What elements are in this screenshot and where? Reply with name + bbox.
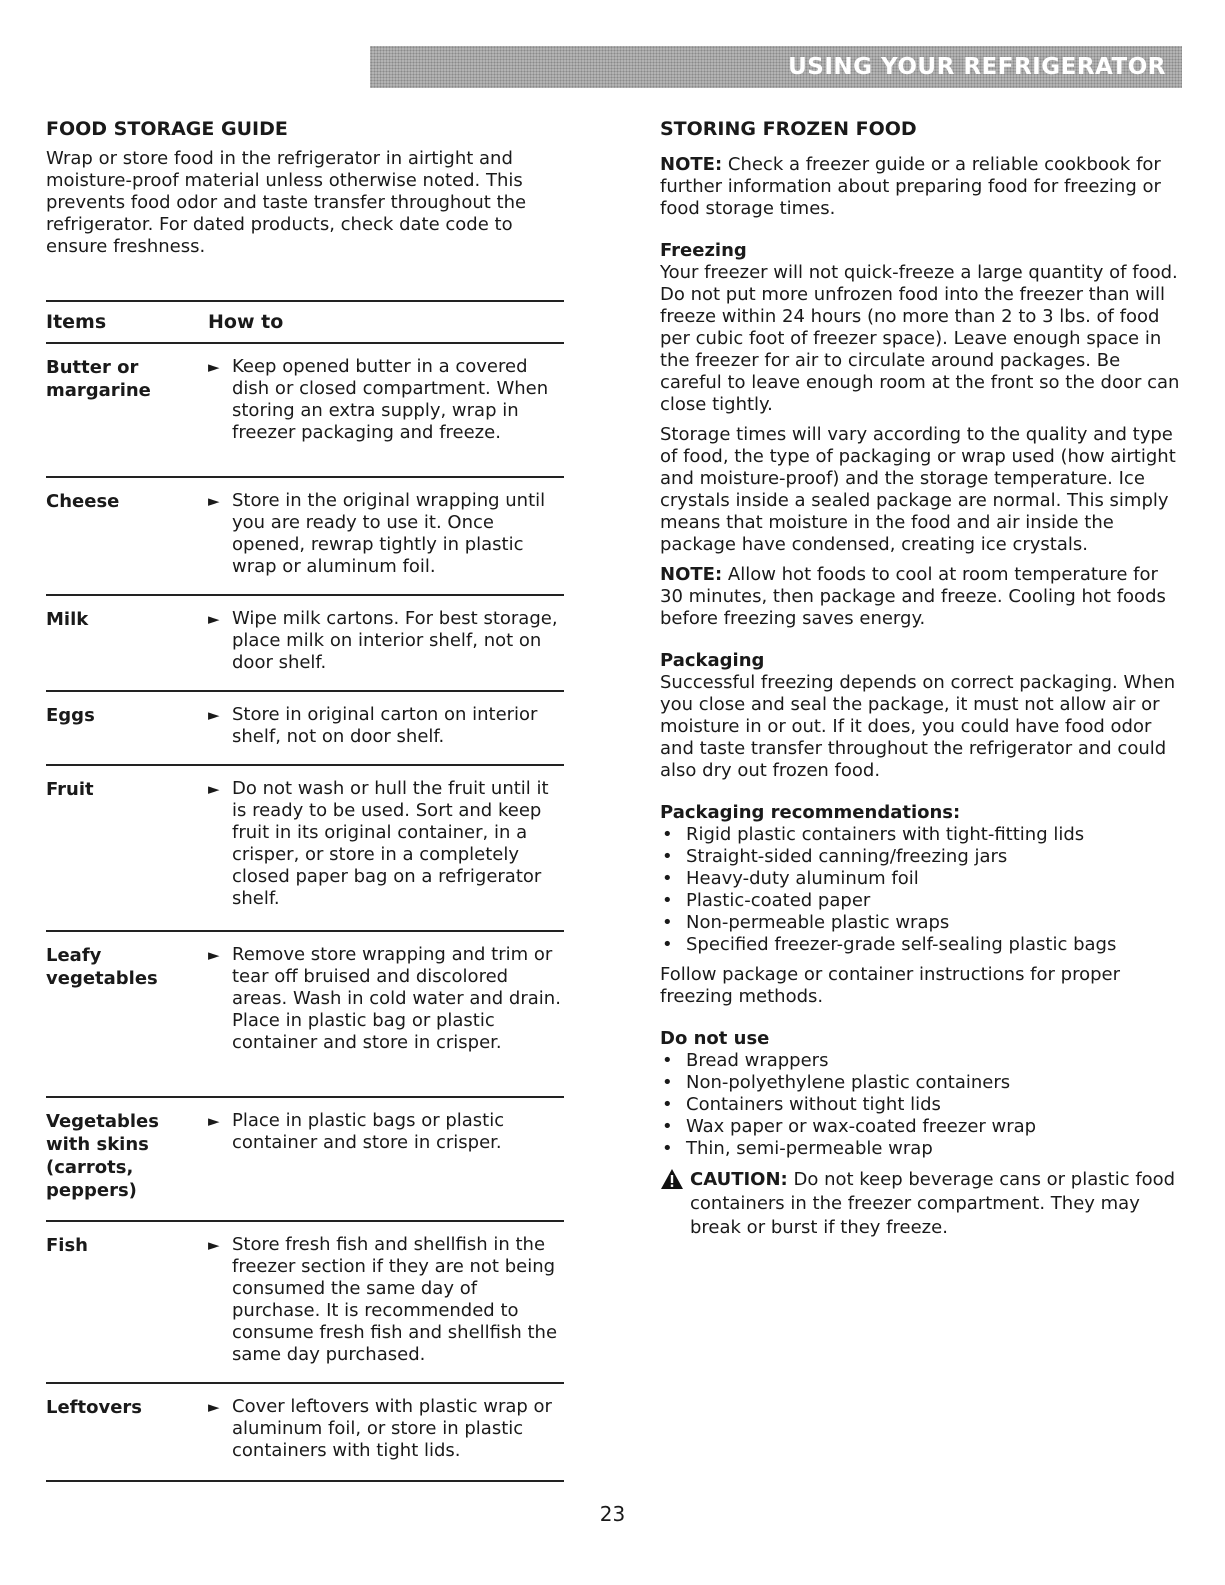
row-howto: Wipe milk cartons. For best storage, place milk on interior shelf, not on door shelf. <box>232 608 558 673</box>
row-item: Butter or margarine <box>46 357 151 401</box>
caution-text: Do not keep beverage cans or plastic food containers in the freezer compartment. They may break or burst if they freeze. <box>690 1169 1176 1238</box>
list-item: • Thin, semi-permeable wrap <box>660 1138 1180 1160</box>
list-item: • Bread wrappers <box>660 1050 1180 1072</box>
storage-table <box>46 300 564 1482</box>
row-howto: Store in the original wrapping until you are ready to use it. Once opened, rewrap tightly in plastic wrap or aluminum foil. <box>232 490 546 577</box>
arrow-right-icon: ► <box>208 780 220 798</box>
storing-frozen-food <box>660 118 1180 1240</box>
list-item: • Containers without tight lids <box>660 1094 1180 1116</box>
recommendations-list <box>660 824 1180 956</box>
row-howto: Keep opened butter in a covered dish or closed compartment. When storing an extra supply, wrap in freezer packaging and freeze. <box>232 356 549 443</box>
section-title: STORING FROZEN FOOD <box>660 118 917 140</box>
row-item: Vegetables with skins (carrots, peppers) <box>46 1111 159 1201</box>
do-not-use-heading: Do not use <box>660 1028 770 1049</box>
packaging-heading: Packaging <box>660 650 765 671</box>
column-header-items: Items <box>46 311 107 333</box>
row-item: Milk <box>46 609 89 630</box>
arrow-right-icon: ► <box>208 358 220 376</box>
arrow-right-icon: ► <box>208 946 220 964</box>
row-item: Fish <box>46 1235 88 1256</box>
list-item: • Wax paper or wax-coated freezer wrap <box>660 1116 1180 1138</box>
arrow-right-icon: ► <box>208 706 220 724</box>
caution-block <box>660 1168 1180 1240</box>
row-howto: Store in original carton on interior shelf, not on door shelf. <box>232 704 538 747</box>
row-howto: Place in plastic bags or plastic container and store in crisper. <box>232 1110 505 1153</box>
note-label: NOTE: <box>660 564 723 585</box>
page-number: 23 <box>599 1502 626 1526</box>
row-item: Eggs <box>46 705 95 726</box>
list-item: • Rigid plastic containers with tight-fitting lids <box>660 824 1180 846</box>
packaging-paragraph: Successful freezing depends on correct packaging. When you close and seal the package, it must not allow air or moisture in or out. If it does, you could have food odor and taste transfer throughout the refrigerator and could also dry out frozen food. <box>660 672 1176 781</box>
list-item: • Straight-sided canning/freezing jars <box>660 846 1180 868</box>
list-item: • Non-polyethylene plastic containers <box>660 1072 1180 1094</box>
caution-label: CAUTION: <box>690 1169 788 1190</box>
table-row <box>46 1098 564 1222</box>
table-row <box>46 932 564 1098</box>
arrow-right-icon: ► <box>208 492 220 510</box>
column-header-howto: How to <box>208 311 284 333</box>
list-item: • Plastic-coated paper <box>660 890 1180 912</box>
row-item: Fruit <box>46 779 94 800</box>
table-row <box>46 478 564 596</box>
list-item: • Specified freezer-grade self-sealing plastic bags <box>660 934 1180 956</box>
row-item: Cheese <box>46 491 120 512</box>
intro-paragraph: Wrap or store food in the refrigerator in airtight and moisture-proof material unless otherwise noted. This prevents food odor and taste transfer throughout the refrigerator. For dated products, check date code to ensure freshness. <box>46 148 527 257</box>
arrow-right-icon: ► <box>208 1112 220 1130</box>
freezing-heading: Freezing <box>660 240 747 261</box>
table-row <box>46 1222 564 1384</box>
follow-paragraph: Follow package or container instructions for proper freezing methods. <box>660 964 1120 1007</box>
do-not-use-list <box>660 1050 1180 1160</box>
table-header <box>46 300 564 344</box>
row-item: Leafy vegetables <box>46 945 158 989</box>
table-row <box>46 344 564 478</box>
freezing-paragraph: Your freezer will not quick-freeze a large quantity of food. Do not put more unfrozen food into the freezer than will freeze within 24 hours (no more than 2 to 3 lbs. of food per cubic foot of freezer space). Leave enough space in the freezer for air to circulate around packages. Be careful to leave enough room at the front so the door can close tightly. <box>660 262 1180 415</box>
warning-icon <box>660 1168 690 1240</box>
table-row <box>46 766 564 932</box>
row-howto: Do not wash or hull the fruit until it is ready to be used. Sort and keep fruit in its original container, in a crisper, or store in a completely closed paper bag on a refrigerator shelf. <box>232 778 549 909</box>
arrow-right-icon: ► <box>208 1398 220 1416</box>
table-row <box>46 692 564 766</box>
arrow-right-icon: ► <box>208 1236 220 1254</box>
food-storage-guide <box>46 118 566 1482</box>
arrow-right-icon: ► <box>208 610 220 628</box>
note-text: Allow hot foods to cool at room temperature for 30 minutes, then package and freeze. Cooling hot foods before freezing saves energy. <box>660 564 1166 629</box>
list-item: • Heavy-duty aluminum foil <box>660 868 1180 890</box>
recommendations-heading: Packaging recommendations: <box>660 802 961 823</box>
note-paragraph <box>660 564 1180 630</box>
storage-times-paragraph: Storage times will vary according to the quality and type of food, the type of packaging or wrap used (how airtight and moisture-proof) and the storage temperature. Ice crystals inside a sealed package are normal. This simply means that moisture in the food and air inside the package have condensed, creating ice crystals. <box>660 424 1176 555</box>
note-paragraph <box>660 154 1180 220</box>
row-howto: Store fresh fish and shellfish in the freezer section if they are not being consumed the same day of purchase. It is recommended to consume fresh fish and shellfish the same day purchased. <box>232 1234 558 1365</box>
list-item: • Non-permeable plastic wraps <box>660 912 1180 934</box>
note-text: Check a freezer guide or a reliable cookbook for further information about preparing food for freezing or food storage times. <box>660 154 1161 219</box>
table-row <box>46 1384 564 1482</box>
header-title: USING YOUR REFRIGERATOR <box>788 54 1166 80</box>
row-item: Leftovers <box>46 1397 143 1418</box>
table-row <box>46 596 564 692</box>
header-banner <box>370 46 1182 88</box>
note-label: NOTE: <box>660 154 723 175</box>
row-howto: Remove store wrapping and trim or tear off bruised and discolored areas. Wash in cold water and drain. Place in plastic bag or plastic container and store in crisper. <box>232 944 561 1053</box>
row-howto: Cover leftovers with plastic wrap or aluminum foil, or store in plastic containers with tight lids. <box>232 1396 552 1461</box>
section-title: FOOD STORAGE GUIDE <box>46 118 288 140</box>
